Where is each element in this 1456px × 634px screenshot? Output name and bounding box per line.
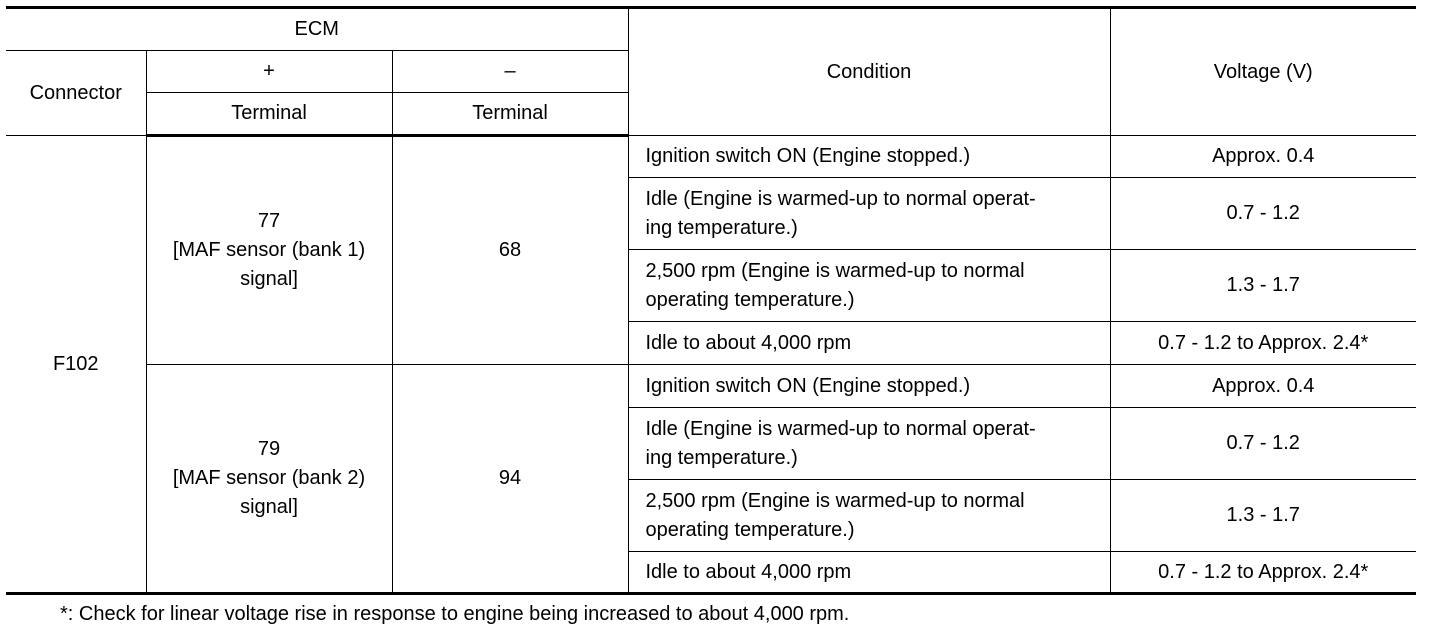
voltage-cell: 1.3 - 1.7: [1110, 480, 1416, 552]
condition-line: operating temperature.): [645, 288, 855, 311]
voltage-cell: 0.7 - 1.2 to Approx. 2.4*: [1110, 322, 1416, 365]
plus-terminal-signal-cont: signal]: [240, 496, 298, 518]
voltage-cell: 0.7 - 1.2: [1110, 408, 1416, 480]
ecm-terminal-voltage-table: [6, 6, 1416, 595]
condition-line: Idle (Engine is warmed-up to normal operat-: [645, 417, 1036, 440]
footnote: *: Check for linear voltage rise in response to engine being increased to about 4,000 rpm.: [60, 603, 850, 625]
condition-cell: Ignition switch ON (Engine stopped.): [628, 365, 1110, 408]
minus-terminal-number: 94: [392, 365, 628, 594]
condition-line: Idle (Engine is warmed-up to normal operat-: [645, 187, 1036, 210]
voltage-cell: 0.7 - 1.2: [1110, 178, 1416, 250]
plus-terminal-signal-cont: signal]: [240, 268, 298, 290]
condition-header: Condition: [628, 8, 1110, 136]
condition-line: operating temperature.): [645, 518, 855, 541]
plus-terminal-cell: [146, 365, 392, 594]
condition-line: 2,500 rpm (Engine is warmed-up to normal: [645, 489, 1025, 512]
connector-value: F102: [6, 136, 146, 594]
voltage-cell: Approx. 0.4: [1110, 365, 1416, 408]
condition-line: ing temperature.): [645, 216, 798, 239]
minus-header: –: [392, 51, 628, 93]
condition-cell: Idle to about 4,000 rpm: [628, 552, 1110, 594]
plus-terminal-cell: [146, 136, 392, 365]
minus-terminal-header: Terminal: [392, 93, 628, 136]
voltage-cell: 1.3 - 1.7: [1110, 250, 1416, 322]
voltage-header: Voltage (V): [1110, 8, 1416, 136]
condition-cell: [628, 480, 1110, 552]
condition-cell: [628, 250, 1110, 322]
condition-line: ing temperature.): [645, 446, 798, 469]
plus-terminal-header: Terminal: [146, 93, 392, 136]
connector-header: Connector: [6, 51, 146, 136]
plus-terminal-number: 79: [257, 438, 281, 460]
voltage-cell: Approx. 0.4: [1110, 136, 1416, 178]
plus-terminal-signal: [MAF sensor (bank 1): [172, 239, 366, 261]
condition-cell: Ignition switch ON (Engine stopped.): [628, 136, 1110, 178]
condition-cell: [628, 178, 1110, 250]
minus-terminal-number: 68: [392, 136, 628, 365]
plus-terminal-signal: [MAF sensor (bank 2): [172, 467, 366, 489]
plus-terminal-number: 77: [257, 210, 281, 232]
plus-header: +: [146, 51, 392, 93]
condition-line: 2,500 rpm (Engine is warmed-up to normal: [645, 259, 1025, 282]
condition-cell: Idle to about 4,000 rpm: [628, 322, 1110, 365]
voltage-cell: 0.7 - 1.2 to Approx. 2.4*: [1110, 552, 1416, 594]
condition-cell: [628, 408, 1110, 480]
ecm-header: ECM: [6, 8, 628, 51]
